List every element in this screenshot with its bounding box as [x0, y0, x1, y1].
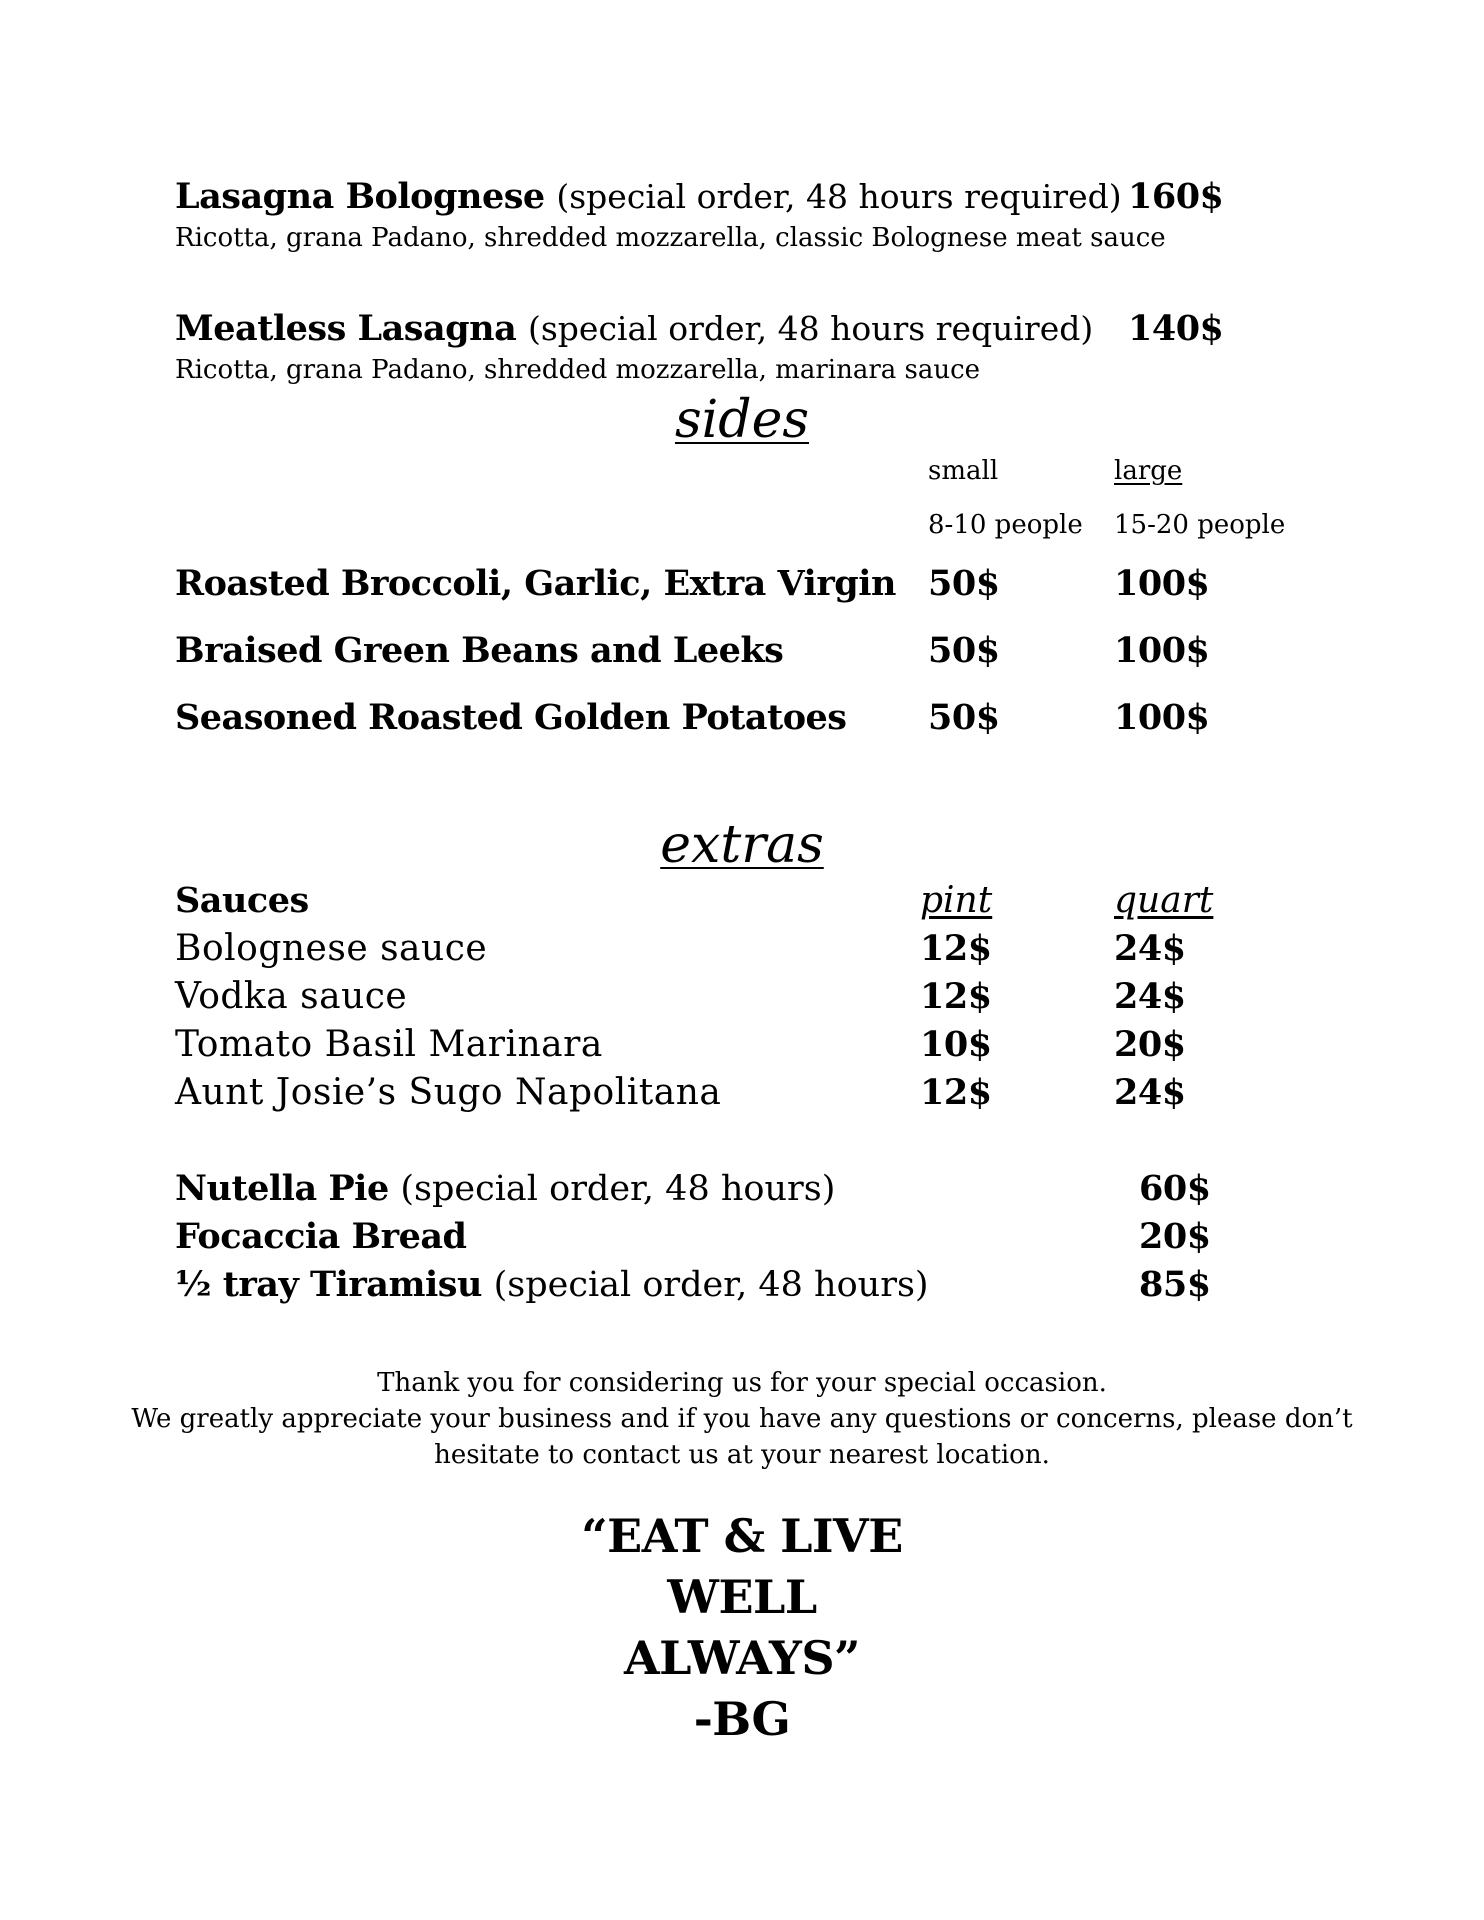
sauce-quart-price: 20$: [1114, 1024, 1186, 1065]
pint-label: pint: [920, 880, 993, 921]
side-item-large-price: 100$: [1114, 563, 1210, 604]
meatless-lasagna-price: 140$: [1128, 308, 1224, 349]
side-item-small-price: 50$: [928, 697, 1000, 738]
sides-small-label: small: [928, 456, 999, 486]
sauce-pint-price: 12$: [920, 976, 992, 1017]
footer-line-3: hesitate to contact us at your nearest location.: [434, 1440, 1050, 1470]
side-item-name: Seasoned Roasted Golden Potatoes: [175, 697, 847, 738]
nutella-pie-note: (special order, 48 hours): [400, 1169, 836, 1209]
extras-section-title: extras: [660, 815, 824, 875]
lasagna-bolognese-price: 160$: [1128, 176, 1224, 217]
sauces-label: Sauces: [175, 880, 309, 921]
quart-label: quart: [1114, 880, 1214, 921]
focaccia-bread-price: 20$: [1139, 1216, 1211, 1257]
sauce-pint-price: 10$: [920, 1024, 992, 1065]
sauce-quart-price: 24$: [1114, 928, 1186, 969]
sauce-pint-price: 12$: [920, 1072, 992, 1113]
sauce-name: Bolognese sauce: [175, 928, 488, 969]
side-item-small-price: 50$: [928, 630, 1000, 671]
quote-line-1: “EAT & LIVE: [581, 1509, 903, 1563]
lasagna-bolognese-description: Ricotta, grana Padano, shredded mozzarella, classic Bolognese meat sauce: [175, 223, 1166, 253]
side-item-small-price: 50$: [928, 563, 1000, 604]
nutella-pie-price: 60$: [1139, 1168, 1211, 1209]
tiramisu-note: (special order, 48 hours): [493, 1265, 929, 1305]
sauce-name: Aunt Josie’s Sugo Napolitana: [175, 1072, 722, 1113]
quote-line-3: ALWAYS”: [623, 1631, 861, 1685]
footer-message: [0, 1365, 1484, 1473]
tiramisu-name: ½ tray Tiramisu (special order, 48 hours): [175, 1264, 929, 1305]
side-item-large-price: 100$: [1114, 697, 1210, 738]
lasagna-bolognese-note: (special order, 48 hours required): [556, 177, 1122, 216]
sauce-pint-price: 12$: [920, 928, 992, 969]
nutella-pie-name: Nutella Pie (special order, 48 hours): [175, 1168, 836, 1209]
tiramisu-price: 85$: [1139, 1264, 1211, 1305]
sides-small-serves: 8-10 people: [928, 510, 1083, 540]
sauce-name: Vodka sauce: [175, 976, 408, 1017]
side-item-name: Roasted Broccoli, Garlic, Extra Virgin: [175, 563, 896, 604]
quote-signature: -BG: [693, 1692, 791, 1746]
meatless-lasagna-description: Ricotta, grana Padano, shredded mozzarella, marinara sauce: [175, 355, 981, 385]
focaccia-bread-name: Focaccia Bread: [175, 1216, 467, 1257]
quote-line-2: WELL: [667, 1570, 817, 1624]
meatless-lasagna-name: Meatless Lasagna (special order, 48 hours required): [175, 308, 1094, 349]
closing-quote: [0, 1506, 1484, 1750]
footer-line-2: We greatly appreciate your business and if you have any questions or concerns, please don’t: [131, 1404, 1353, 1434]
sides-large-label: large: [1114, 456, 1183, 486]
side-item-large-price: 100$: [1114, 630, 1210, 671]
lasagna-bolognese-name: Lasagna Bolognese (special order, 48 hours required): [175, 176, 1122, 217]
sides-section-title: sides: [674, 390, 810, 450]
side-item-name: Braised Green Beans and Leeks: [175, 630, 784, 671]
sides-large-serves: 15-20 people: [1114, 510, 1286, 540]
sauce-quart-price: 24$: [1114, 976, 1186, 1017]
sauce-quart-price: 24$: [1114, 1072, 1186, 1113]
sauce-name: Tomato Basil Marinara: [175, 1024, 603, 1065]
footer-line-1: Thank you for considering us for your special occasion.: [377, 1368, 1107, 1398]
meatless-lasagna-note: (special order, 48 hours required): [527, 309, 1094, 348]
